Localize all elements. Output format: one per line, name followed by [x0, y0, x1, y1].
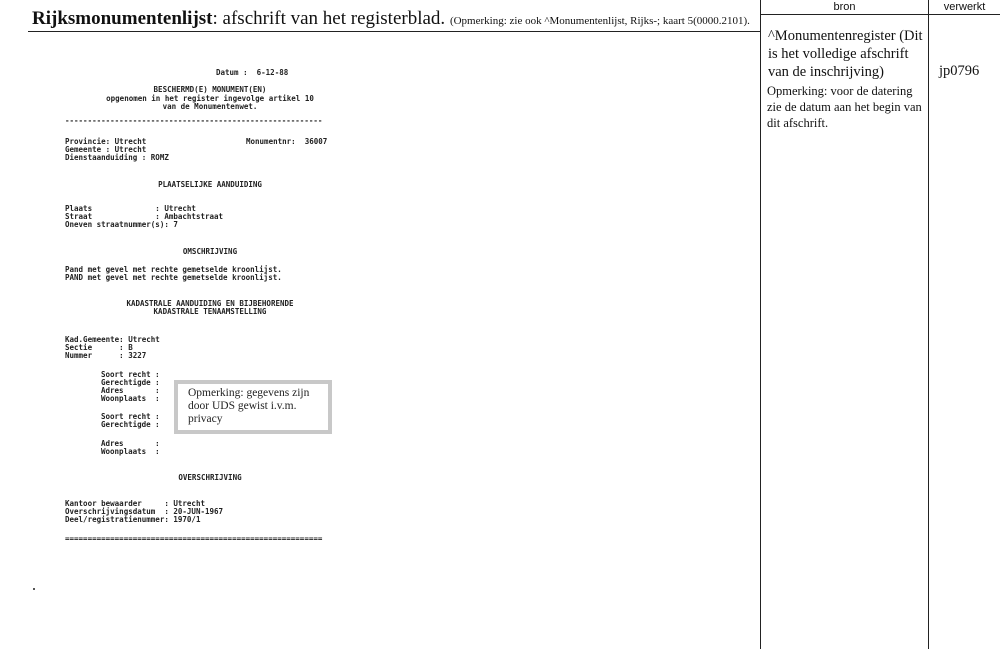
- doc-woonplaats-2: Woonplaats :: [101, 447, 160, 456]
- privacy-note-text: Opmerking: gegevens zijn door UDS gewist i.v.m. privacy: [188, 387, 310, 425]
- doc-soort-recht-2: Soort recht :: [101, 412, 160, 421]
- doc-omschrijving-2: PAND met gevel met rechte gemetselde kroonlijst.: [65, 273, 282, 282]
- doc-kad-gemeente: Kad.Gemeente: Utrecht: [65, 335, 160, 344]
- doc-provincie: Provincie: Utrecht: [65, 137, 147, 146]
- doc-gerechtigde-1: Gerechtigde :: [101, 378, 160, 387]
- doc-section-kadastraal-1: KADASTRALE AANDUIDING EN BIJBEHORENDE: [126, 299, 294, 308]
- doc-monumentnr: Monumentnr: 36007: [246, 137, 328, 146]
- scan-speck: [33, 588, 35, 590]
- doc-overschrijvingsdatum: Overschrijvingsdatum : 20-JUN-1967: [65, 507, 224, 516]
- doc-heading-3: van de Monumentenwet.: [162, 102, 258, 111]
- doc-nummer: Nummer : 3227: [65, 351, 147, 360]
- doc-omschrijving-1: Pand met gevel met rechte gemetselde kroonlijst.: [65, 265, 282, 274]
- doc-sectie: Sectie : B: [65, 343, 133, 352]
- opmerking-note: Opmerking: voor de datering zie de datum aan het begin van dit afschrift.: [767, 84, 922, 130]
- doc-straat: Straat : Ambachtstraat: [65, 212, 224, 221]
- title-rest: : afschrift van het registerblad.: [212, 8, 446, 29]
- doc-section-plaatselijke: PLAATSELIJKE AANDUIDING: [158, 180, 262, 189]
- privacy-note-box: [174, 380, 332, 434]
- doc-gerechtigde-2: Gerechtigde :: [101, 420, 160, 429]
- page-title: [32, 8, 762, 32]
- doc-adres-2: Adres :: [101, 439, 160, 448]
- doc-woonplaats-1: Woonplaats :: [101, 394, 160, 403]
- column-header-bron: bron: [833, 1, 856, 13]
- doc-soort-recht-1: Soort recht :: [101, 370, 160, 379]
- title-bold: Rijksmonumentenlijst: [32, 8, 213, 29]
- doc-section-kadastraal-2: KADASTRALE TENAAMSTELLING: [153, 307, 267, 316]
- bron-value: ^Monumentenregister (Dit is het volledige afschrift van de inschrijving): [768, 28, 923, 80]
- doc-deel: Deel/registratienummer: 1970/1: [65, 515, 201, 524]
- table-left-border: [760, 0, 761, 649]
- doc-gemeente: Gemeente : Utrecht: [65, 145, 147, 154]
- doc-datum: Datum : 6-12-88: [216, 68, 289, 77]
- doc-section-omschrijving: OMSCHRIJVING: [182, 247, 238, 256]
- doc-dash-line: ---------------------------------------------------------: [65, 116, 323, 125]
- doc-heading-1: BESCHERMD(E) MONUMENT(EN): [153, 85, 267, 94]
- doc-kantoor: Kantoor bewaarder : Utrecht: [65, 499, 205, 508]
- table-header-divider: [761, 14, 1000, 15]
- doc-dienstaanduiding: Dienstaanduiding : ROMZ: [65, 153, 169, 162]
- doc-plaats: Plaats : Utrecht: [65, 204, 196, 213]
- doc-heading-2: opgenomen in het register ingevolge artikel 10: [106, 94, 314, 103]
- doc-equals-line: =========================================================: [65, 534, 323, 543]
- doc-section-overschrijving: OVERSCHRIJVING: [178, 473, 242, 482]
- column-header-verwerkt: verwerkt: [943, 1, 986, 13]
- doc-oneven: Oneven straatnummer(s): 7: [65, 220, 178, 229]
- verwerkt-value: jp0796: [939, 63, 980, 79]
- doc-adres-1: Adres :: [101, 386, 160, 395]
- title-divider: [28, 31, 760, 32]
- title-note: (Opmerking: zie ook ^Monumentenlijst, Rijks-; kaart 5(0000.2101).: [449, 15, 750, 27]
